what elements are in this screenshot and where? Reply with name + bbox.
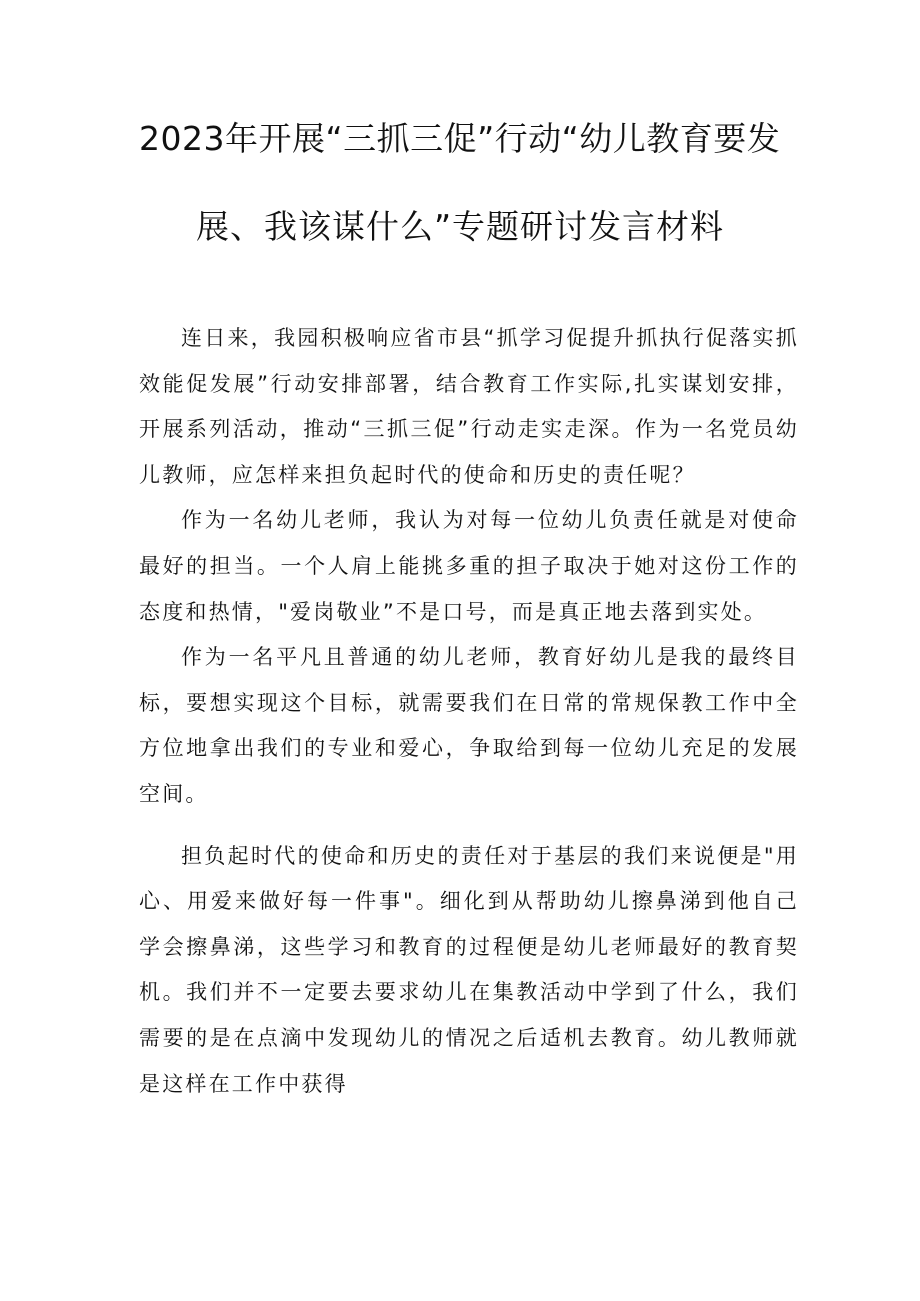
document-title-line-1: 2023年开展“三抓三促”行动“幼儿教育要发 bbox=[139, 119, 781, 158]
paragraph-2: 作为一名幼儿老师，我认为对每一位幼儿负责任就是对使命最好的担当。一个人肩上能挑多重的担子取决于她对这份工作的态度和热情，"爱岗敬业”不是口号，而是真正地去落到实处。 bbox=[139, 508, 799, 624]
paragraph-4: 担负起时代的使命和历史的责任对于基层的我们来说便是"用心、用爱来做好每一件事"。细化到从帮助幼儿擦鼻涕到他自己学会擦鼻涕，这些学习和教育的过程便是幼儿老师最好的教育契机。我们并不一定要去要求幼儿在集教活动中学到了什么，我们需要的是在点滴中发现幼儿的情况之后适机去教育。幼儿教师就是这样在工作中获得 bbox=[139, 843, 799, 1096]
document-title-line-2: 展、我该谋什么”专题研讨发言材料 bbox=[195, 207, 725, 246]
document-body bbox=[139, 316, 799, 1107]
paragraph-1: 连日来，我园积极响应省市县“抓学习促提升抓执行促落实抓效能促发展”行动安排部署，结合教育工作实际,扎实谋划安排，开展系列活动，推动“三抓三促”行动走实走深。作为一名党员幼儿教师，应怎样来担负起时代的使命和历史的责任呢？ bbox=[139, 326, 799, 487]
paragraph-3: 作为一名平凡且普通的幼儿老师，教育好幼儿是我的最终目标，要想实现这个目标，就需要我们在日常的常规保教工作中全方位地拿出我们的专业和爱心，争取给到每一位幼儿充足的发展空间。 bbox=[139, 645, 799, 806]
